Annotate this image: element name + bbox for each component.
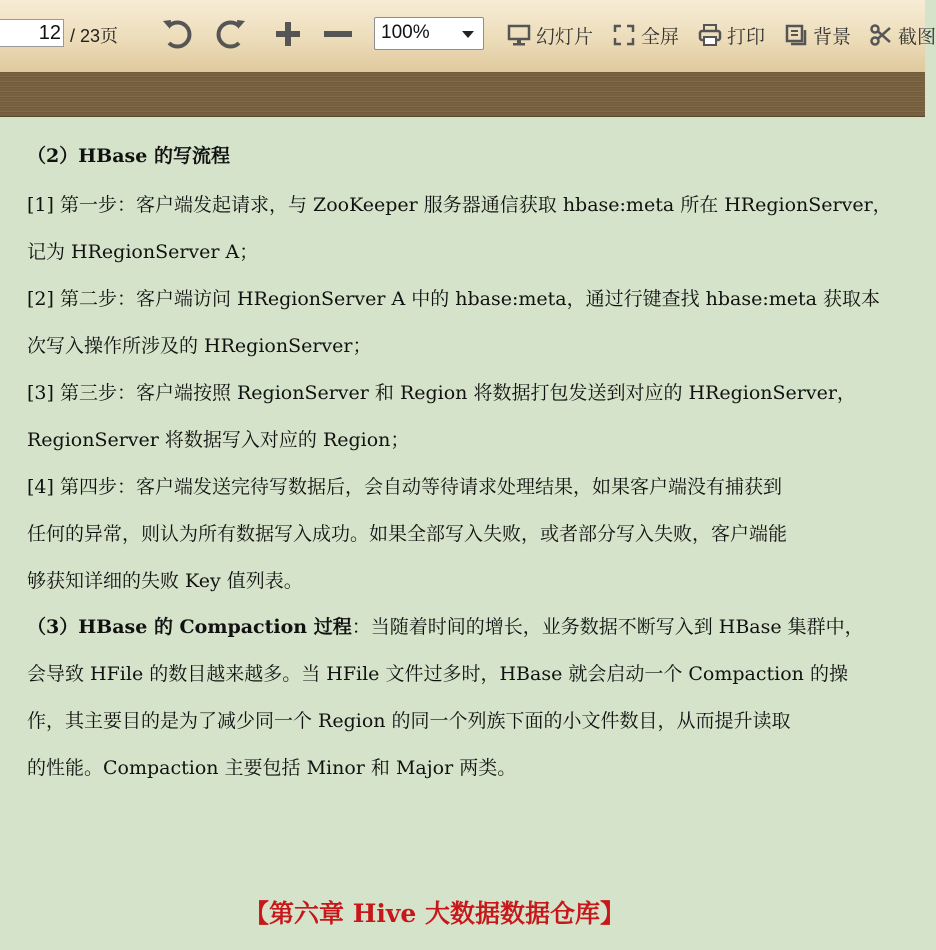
undo-icon[interactable] [160,16,196,52]
print-label: 打印 [727,25,766,48]
slideshow-label: 幻灯片 [536,25,594,48]
chapter-title: 【第六章 Hive 大数据数据仓库】 [244,899,625,928]
print-button[interactable] [698,20,765,50]
step-3-line-1: [3] 第三步：客户端按照 RegionServer 和 Region 将数据打包发送到对应的 HRegionServer， [27,382,856,404]
fullscreen-button[interactable] [612,20,679,50]
compaction-line-3: 作，其主要目的是为了减少同一个 Region 的同一个列族下面的小文件数目，从而提升读取 [27,710,791,732]
page-number-input[interactable] [0,19,64,47]
zoom-value: 100% [381,22,430,43]
print-icon [698,23,722,47]
slideshow-button[interactable] [507,20,593,50]
step-4-line-2: 任何的异常，则认为所有数据写入成功。如果全部写入失败，或者部分写入失败，客户端能 [27,523,788,545]
background-button[interactable] [784,20,851,50]
compaction-label: （3）HBase 的 Compaction 过程 [27,616,352,638]
background-icon [784,23,808,47]
slideshow-icon [507,23,531,47]
redo-icon[interactable] [212,16,248,52]
step-3-line-2: RegionServer 将数据写入对应的 Region； [27,429,410,451]
fullscreen-icon [612,23,636,47]
step-1-line-2: 记为 HRegionServer A； [27,241,259,263]
page-total: / 23页 [70,26,119,46]
step-1-line-1: [1] 第一步：客户端发起请求，与 ZooKeeper 服务器通信获取 hbase:meta 所在 HRegionServer， [27,194,892,216]
compaction-line-4: 的性能。Compaction 主要包括 Minor 和 Major 两类。 [27,757,517,779]
chevron-down-icon [462,31,474,38]
compaction-line-2: 会导致 HFile 的数目越来越多。当 HFile 文件过多时，HBase 就会启动一个 Compaction 的操 [27,663,848,685]
compaction-line-1-text: ：当随着时间的增长，业务数据不断写入到 HBase 集群中， [351,616,864,638]
toolbar-wood-band [0,72,925,117]
screenshot-button[interactable] [869,20,936,50]
page-number-value[interactable]: 12 [38,22,61,44]
zoom-select[interactable] [374,17,484,50]
zoom-in-icon[interactable] [270,16,306,52]
step-2-line-1: [2] 第二步：客户端访问 HRegionServer A 中的 hbase:meta，通过行键查找 hbase:meta 获取本 [27,288,881,310]
zoom-out-icon[interactable] [320,16,356,52]
fullscreen-label: 全屏 [641,25,680,48]
compaction-line-1 [27,612,864,639]
background-label: 背景 [813,25,852,48]
viewer-toolbar [0,0,936,73]
step-4-line-1: [4] 第四步：客户端发送完待写数据后，会自动等待请求处理结果，如果客户端没有捕获到 [27,476,782,498]
step-4-line-3: 够获知详细的失败 Key 值列表。 [27,570,303,592]
section-heading: （2）HBase 的写流程 [27,145,230,167]
screenshot-label: 截图 [898,25,936,48]
step-2-line-2: 次写入操作所涉及的 HRegionServer； [27,335,372,357]
scissors-icon [869,23,893,47]
